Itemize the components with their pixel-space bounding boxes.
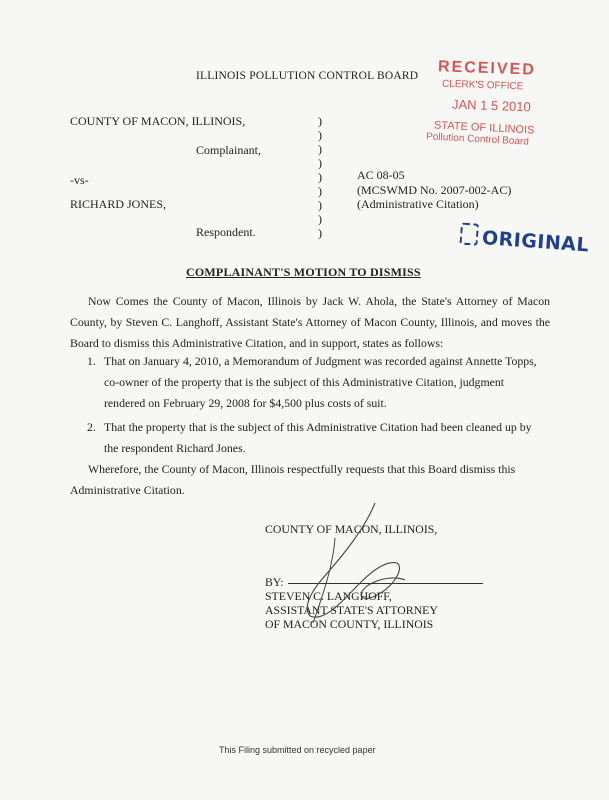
list-item-number: 2. [87,420,96,434]
list-item-text: That the property that is the subject of this Administrative Citation had been cleaned up by the respondent Richard Jones. [104,420,532,455]
caption-paren: ) [318,184,322,198]
original-stamp [459,223,590,257]
caption-paren: ) [318,128,322,142]
clerks-office-stamp: CLERK'S OFFICE [441,78,524,93]
respondent-party: RICHARD JONES, [70,197,167,211]
caption-paren: ) [318,170,322,184]
motion-heading: COMPLAINANT'S MOTION TO DISMISS [186,265,421,279]
board-title: ILLINOIS POLLUTION CONTROL BOARD [196,70,419,82]
original-stamp-label: ORIGINAL [481,227,590,257]
signature-party: COUNTY OF MACON, ILLINOIS, [265,522,438,536]
caption-paren: ) [318,226,322,240]
signatory-name: STEVEN C. LANGHOFF, [265,589,392,603]
case-type: (Administrative Citation) [357,197,479,211]
state-stamp: STATE OF ILLINOIS [433,119,535,137]
handwritten-signature [275,498,435,633]
original-stamp-icon [459,223,478,246]
received-date-stamp: JAN 1 5 2010 [451,96,532,115]
signature-by-label: BY: [265,575,284,589]
case-block [357,168,511,212]
caption-paren: ) [318,156,322,170]
list-item-number: 1. [87,354,96,368]
footer-note: This Filing submitted on recycled paper [219,745,376,755]
versus: -vs- [70,173,89,187]
signatory-title: ASSISTANT STATE'S ATTORNEY [265,603,438,617]
local-case-number: (MCSWMD No. 2007-002-AC) [357,182,512,197]
caption-paren: ) [318,114,322,128]
list-item-text: That on January 4, 2010, a Memorandum of Judgment was recorded against Annette Topps, co-owner of the property that is the subject of this Administrative Citation, judgment rendered on February 29, 2008 for $4,500 plus costs of suit. [104,354,537,410]
respondent-role: Respondent. [196,225,256,239]
case-number: AC 08-05 [357,168,405,182]
complainant-role: Complainant, [196,143,261,157]
caption-paren: ) [318,142,322,156]
board-stamp: Pollution Control Board [425,131,530,148]
caption-paren: ) [318,212,322,226]
motion-intro: Now Comes the County of Macon, Illinois by Jack W. Ahola, the State's Attorney of Macon County, by Steven C. Langhoff, Assistant State's Attorney of Macon County, Illinois, and moves the Board to dismiss this Administrative Citation, and in support, states as follows: [70,294,550,350]
motion-conclusion: Wherefore, the County of Macon, Illinois respectfully requests that this Board dismiss this Administrative Citation. [70,462,516,497]
signatory-office: OF MACON COUNTY, ILLINOIS [265,617,434,631]
received-stamp: RECEIVED [437,58,537,79]
caption-paren: ) [318,198,322,212]
complainant-party: COUNTY OF MACON, ILLINOIS, [70,114,246,128]
